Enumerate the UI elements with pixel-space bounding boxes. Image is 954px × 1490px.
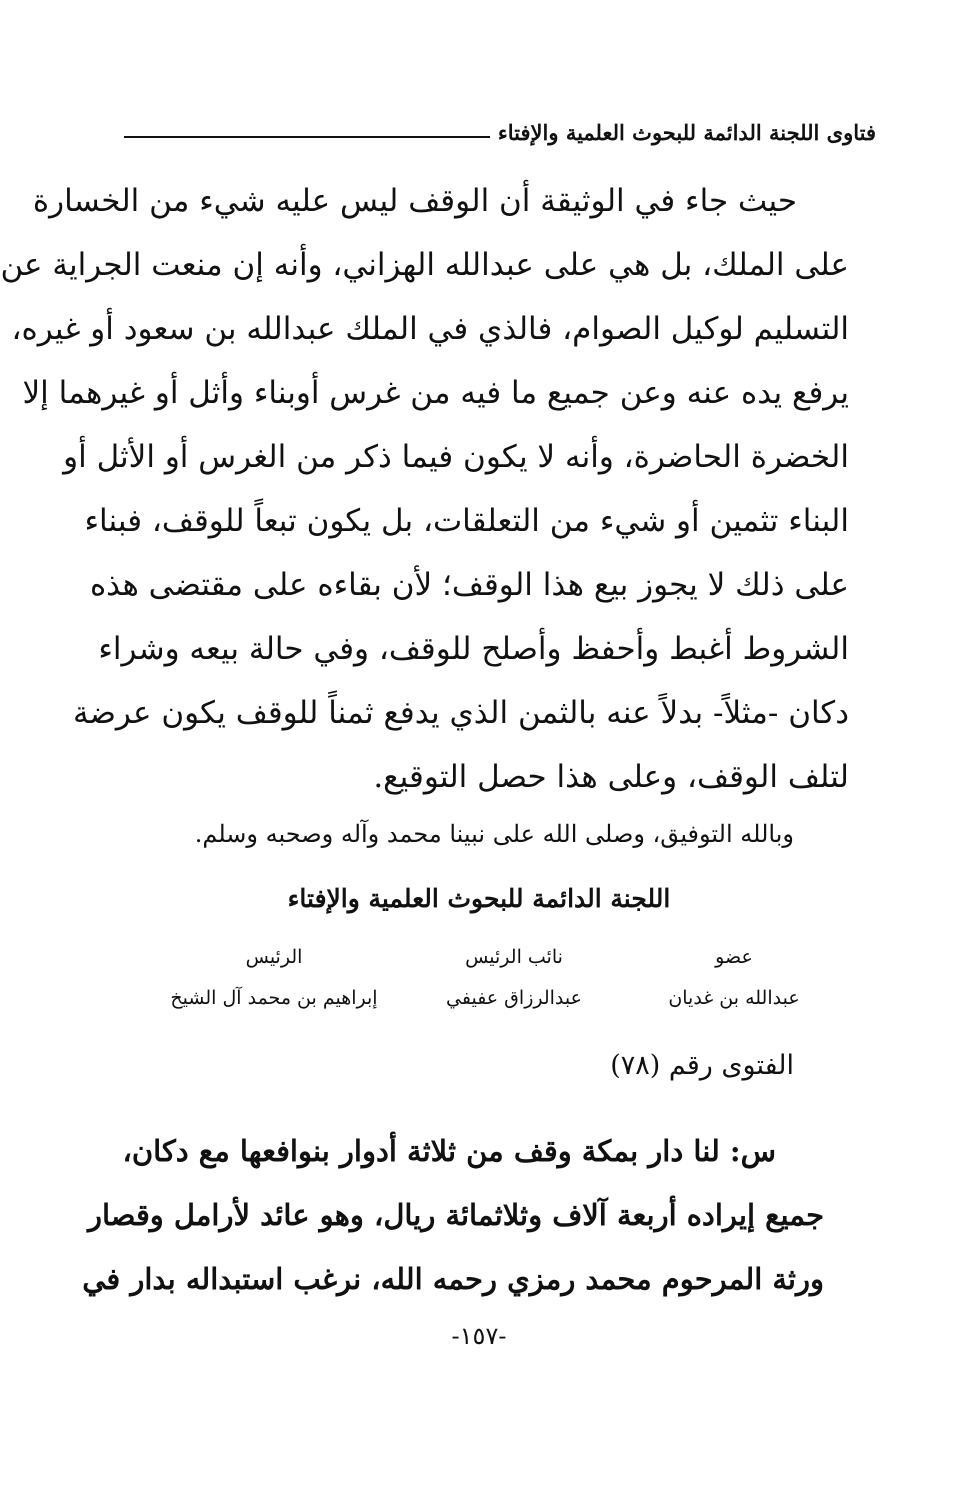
- body-line: يرفع يده عنه وعن جميع ما فيه من غرس أوبناء وأثل أو غيرهما إلا: [22, 375, 849, 411]
- signatory-role: الرئيس: [245, 946, 303, 968]
- header-rule: [124, 136, 490, 138]
- page-number: -١٥٧-: [451, 1322, 507, 1350]
- closing-prayer: وبالله التوفيق، وصلى الله على نبينا محمد وآله وصحبه وسلم.: [194, 820, 794, 848]
- question-line: ورثة المرحوم محمد رمزي رحمه الله، نرغب استبداله بدار في: [82, 1262, 824, 1296]
- signatories-block: [114, 940, 814, 1020]
- signatory-name: عبدالرزاق عفيفي: [446, 987, 582, 1009]
- signatory-member: [654, 940, 814, 1016]
- signatory-role: عضو: [715, 946, 753, 968]
- body-line: الخضرة الحاضرة، وأنه لا يكون فيما ذكر من الغرس أو الأثل أو: [63, 439, 849, 475]
- body-line: دكان -مثلاً- بدلاً عنه بالثمن الذي يدفع ثمناً للوقف يكون عرضة: [72, 695, 849, 731]
- committee-name: اللجنة الدائمة للبحوث العلمية والإفتاء: [287, 884, 671, 913]
- signatory-vice-chairman: [419, 940, 609, 1016]
- body-line: على ذلك لا يجوز بيع هذا الوقف؛ لأن بقاءه على مقتضى هذه: [89, 567, 849, 603]
- signatory-role: نائب الرئيس: [465, 946, 563, 968]
- body-line: البناء تثمين أو شيء من التعلقات، بل يكون تبعاً للوقف، فبناء: [84, 503, 849, 539]
- signatory-name: عبدالله بن غديان: [668, 987, 800, 1009]
- header-title: فتاوى اللجنة الدائمة للبحوث العلمية والإفتاء: [497, 119, 876, 145]
- body-line: التسليم لوكيل الصوام، فالذي في الملك عبدالله بن سعود أو غيره،: [11, 311, 849, 347]
- signatory-chairman: [154, 940, 394, 1016]
- body-line: لتلف الوقف، وعلى هذا حصل التوقيع.: [373, 759, 849, 795]
- body-line: الشروط أغبط وأحفظ وأصلح للوقف، وفي حالة بيعه وشراء: [98, 631, 849, 667]
- question-line: جميع إيراده أربعة آلاف وثلاثمائة ريال، وهو عائد لأرامل وقصار: [87, 1198, 824, 1232]
- body-line: حيث جاء في الوثيقة أن الوقف ليس عليه شيء من الخسارة: [32, 183, 797, 219]
- fatwa-heading: الفتوى رقم (٧٨): [610, 1050, 794, 1081]
- question-line: س: لنا دار بمكة وقف من ثلاثة أدوار بنوافعها مع دكان،: [122, 1134, 776, 1168]
- body-paragraph: [0, 176, 849, 816]
- signatory-name: إبراهيم بن محمد آل الشيخ: [170, 987, 378, 1009]
- body-line: على الملك، بل هي على عبدالله الهزاني، وأنه إن منعت الجراية عن: [0, 247, 849, 283]
- running-header: [124, 112, 876, 152]
- question-paragraph: [82, 1126, 824, 1318]
